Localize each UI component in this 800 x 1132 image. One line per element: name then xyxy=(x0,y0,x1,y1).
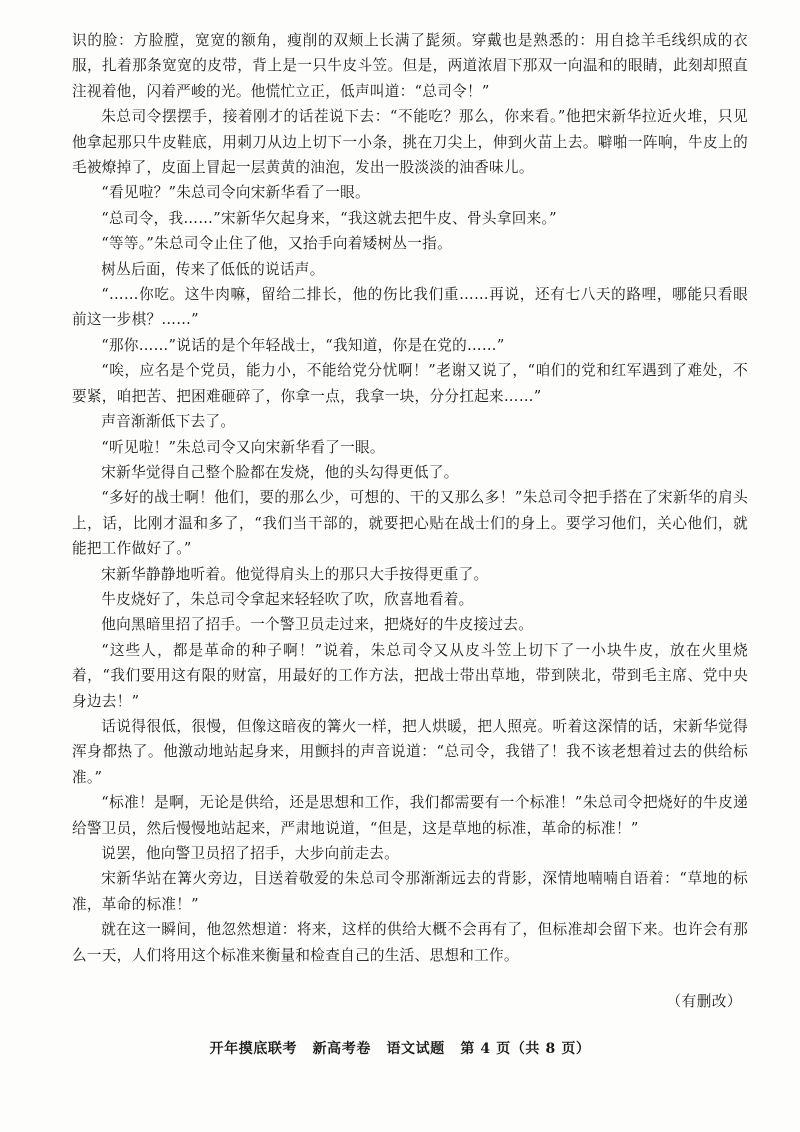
edit-note: （有删改） xyxy=(666,993,742,1010)
paragraph: “看见啦？”朱总司令向宋新华看了一眼。 xyxy=(101,184,370,202)
paragraph: 宋新华觉得自己整个脸都在发烧，他的头勾得更低了。 xyxy=(101,463,459,481)
paragraph: “多好的战士啊！他们，要的那么少，可想的、干的又那么多！”朱总司令把手搭在了宋新华的肩头上，话，比刚才温和多了，“我们当干部的，就要把心贴在战士们的身上。要学习他们，关心他们，就能把工作做好了。” xyxy=(72,489,748,558)
paragraph: 说罢，他向警卫员招了招手，大步向前走去。 xyxy=(101,845,400,862)
paragraph: 就在这一瞬间，他忽然想道：将来，这样的供给大概不会再有了，但标准却会留下来。也许会有那么一天，人们将用这个标准来衡量和检查自己的生活、思想和工作。 xyxy=(72,921,748,964)
paragraph: “唉，应名是个党员，能力小，不能给党分忧啊！”老谢又说了，“咱们的党和红军遇到了难处，不要紧，咱把苦、把困难砸碎了，你拿一点，我拿一块，分分扛起来……” xyxy=(72,362,748,405)
paragraph: 声音渐渐低下去了。 xyxy=(101,413,236,431)
passage-body xyxy=(72,28,748,968)
paragraph: “……你吃。这牛肉嘛，留给二排长，他的伤比我们重……再说，还有七八天的路哩，哪能只看眼前这一步棋？……” xyxy=(72,286,748,329)
paragraph: 他向黑暗里招了招手。一个警卫员走过来，把烧好的牛皮接过去。 xyxy=(101,616,534,634)
paragraph: 宋新华静静地听着。他觉得肩头上的那只大手按得更重了。 xyxy=(101,565,489,583)
paragraph: 宋新华站在篝火旁边，目送着敬爱的朱总司令那渐渐远去的背影，深情地喃喃自语着：“草地的标准，革命的标准！” xyxy=(72,870,748,913)
footer-exam-name: 开年摸底联考 xyxy=(209,1041,298,1057)
paragraph: 牛皮烧好了，朱总司令拿起来轻轻吹了吹，欣喜地看着。 xyxy=(101,590,474,608)
paragraph: 朱总司令摆摆手，接着刚才的话茬说下去：“不能吃？那么，你来看。”他把宋新华拉近火堆，只见他拿起那只牛皮鞋底，用刺刀从边上切下一小条，挑在刀尖上，伸到火苗上去。噼啪一阵响，牛皮上的毛被燎掉了，皮面上冒起一层黄黄的油泡，发出一股淡淡的油香味儿。 xyxy=(72,108,748,177)
paragraph: 话说得很低，很慢，但像这暗夜的篝火一样，把人烘暖，把人照亮。听着这深情的话，宋新华觉得浑身都热了。他激动地站起身来，用颤抖的声音说道：“总司令，我错了！我不该老想着过去的供给标准。” xyxy=(72,717,748,786)
paragraph: 树丛后面，传来了低低的说话声。 xyxy=(101,260,325,278)
paragraph: “那你……”说话的是个年轻战士，“我知道，你是在党的……” xyxy=(101,336,505,354)
page-footer xyxy=(0,1038,800,1058)
footer-page-number: 第 4 页（共 8 页） xyxy=(460,1041,591,1057)
paragraph: “听见啦！”朱总司令又向宋新华看了一眼。 xyxy=(101,438,385,456)
paragraph: “标准！是啊，无论是供给，还是思想和工作，我们都需要有一个标准！”朱总司令把烧好的牛皮递给警卫员，然后慢慢地站起来，严肃地说道，“但是，这是草地的标准，革命的标准！” xyxy=(72,794,748,837)
paragraph: 识的脸：方脸膛，宽宽的额角，瘦削的双颊上长满了髭须。穿戴也是熟悉的：用自捻羊毛线织成的衣服，扎着那条宽宽的皮带，背上是一只牛皮斗笠。但是，两道浓眉下那双一向温和的眼睛，此刻却照直注视着他，闪着严峻的光。他慌忙立正，低声叫道：“总司令！” xyxy=(72,32,748,100)
paragraph: “等等。”朱总司令止住了他，又抬手向着矮树丛一指。 xyxy=(101,235,452,253)
footer-subject: 语文试题 xyxy=(386,1041,445,1057)
footer-paper-type: 新高考卷 xyxy=(312,1041,371,1057)
paragraph: “这些人，都是革命的种子啊！”说着，朱总司令又从皮斗笠上切下了一小块牛皮，放在火里烧着，“我们要用这有限的财富，用最好的工作方法，把战士带出草地，带到陕北，带到毛主席、党中央身边去！” xyxy=(72,641,748,710)
paragraph: “总司令，我……”宋新华欠起身来，“我这就去把牛皮、骨头拿回来。” xyxy=(101,209,557,227)
